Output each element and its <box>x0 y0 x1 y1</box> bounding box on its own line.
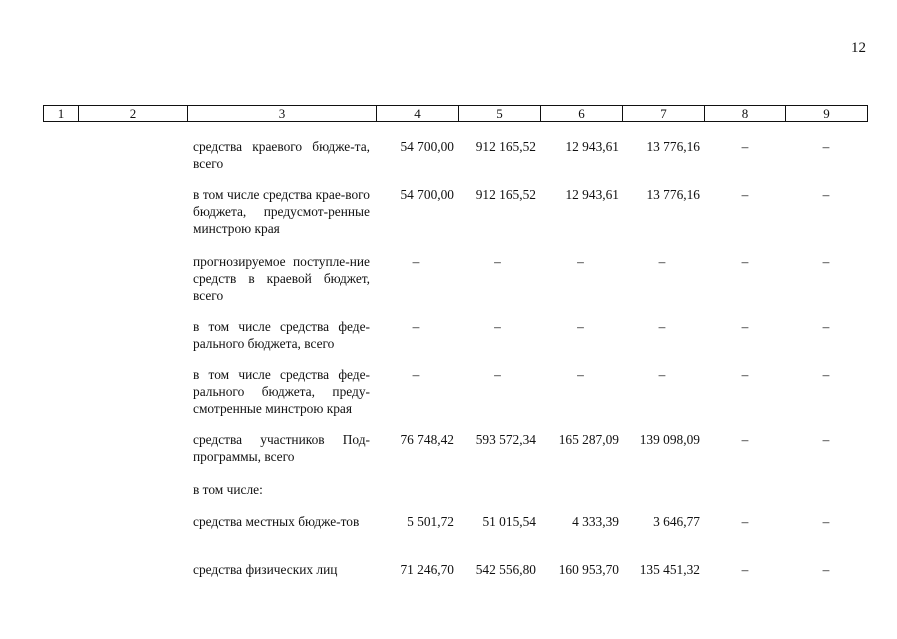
column-header-8: 8 <box>705 106 786 121</box>
cell-col5: – <box>494 367 501 382</box>
row-description: в том числе: <box>193 482 263 497</box>
column-header-3: 3 <box>188 106 377 121</box>
cell-col8: – <box>741 187 749 202</box>
row-description: в том числе средства феде-рального бюджета, преду-смотренные минстрою края <box>193 367 370 416</box>
column-header-6: 6 <box>541 106 623 121</box>
cell-col8: – <box>741 319 749 334</box>
cell-col9: – <box>822 432 830 447</box>
cell-col4: – <box>412 367 420 382</box>
cell-col7: 135 451,32 <box>639 562 700 577</box>
cell-col7: – <box>658 319 666 334</box>
cell-col5: 542 556,80 <box>475 562 536 577</box>
row-description: прогнозируемое поступле-ние средств в краевой бюджет, всего <box>193 254 370 303</box>
column-header-1: 1 <box>44 106 79 121</box>
cell-col8: – <box>741 432 749 447</box>
page-number: 12 <box>851 40 866 56</box>
cell-col5: 912 165,52 <box>475 139 536 154</box>
cell-col6: 12 943,61 <box>565 187 619 202</box>
cell-col4: 76 748,42 <box>400 432 454 447</box>
cell-col8: – <box>741 139 749 154</box>
column-header-4: 4 <box>377 106 459 121</box>
cell-col8: – <box>741 514 749 529</box>
row-description: средства участников Под-программы, всего <box>193 432 370 464</box>
cell-col9: – <box>822 562 830 577</box>
cell-col7: – <box>658 254 666 269</box>
cell-col7: 3 646,77 <box>653 514 700 529</box>
column-header-5: 5 <box>459 106 541 121</box>
cell-col9: – <box>822 139 830 154</box>
cell-col5: – <box>494 319 501 334</box>
cell-col9: – <box>822 187 830 202</box>
column-header-2: 2 <box>79 106 188 121</box>
cell-col7: 13 776,16 <box>646 187 700 202</box>
cell-col6: 160 953,70 <box>558 562 619 577</box>
cell-col4: 71 246,70 <box>400 562 454 577</box>
cell-col8: – <box>741 367 749 382</box>
cell-col8: – <box>741 562 749 577</box>
column-header-7: 7 <box>623 106 705 121</box>
row-description: средства краевого бюдже-та, всего <box>193 139 370 171</box>
cell-col4: 54 700,00 <box>400 139 454 154</box>
cell-col4: 5 501,72 <box>407 514 454 529</box>
row-description: средства физических лиц <box>193 562 338 577</box>
cell-col9: – <box>822 514 830 529</box>
cell-col7: – <box>658 367 666 382</box>
cell-col5: 593 572,34 <box>475 432 536 447</box>
cell-col6: – <box>577 367 584 382</box>
cell-col4: – <box>412 319 420 334</box>
cell-col7: 13 776,16 <box>646 139 700 154</box>
cell-col6: 165 287,09 <box>558 432 619 447</box>
row-description: средства местных бюдже-тов <box>193 514 360 529</box>
cell-col8: – <box>741 254 749 269</box>
cell-col9: – <box>822 319 830 334</box>
cell-col7: 139 098,09 <box>639 432 700 447</box>
column-header-9: 9 <box>823 106 830 121</box>
cell-col5: – <box>494 254 501 269</box>
table-header <box>43 105 868 122</box>
row-description: в том числе средства крае-вого бюджета, предусмот-ренные минстрою края <box>193 187 370 236</box>
cell-col6: 12 943,61 <box>565 139 619 154</box>
cell-col5: 912 165,52 <box>475 187 536 202</box>
cell-col6: 4 333,39 <box>572 514 619 529</box>
cell-col6: – <box>577 254 584 269</box>
cell-col6: – <box>577 319 584 334</box>
cell-col9: – <box>822 254 830 269</box>
row-description: в том числе средства феде-рального бюджета, всего <box>193 319 370 351</box>
cell-col9: – <box>822 367 830 382</box>
cell-col4: – <box>412 254 420 269</box>
cell-col5: 51 015,54 <box>482 514 536 529</box>
cell-col4: 54 700,00 <box>400 187 454 202</box>
